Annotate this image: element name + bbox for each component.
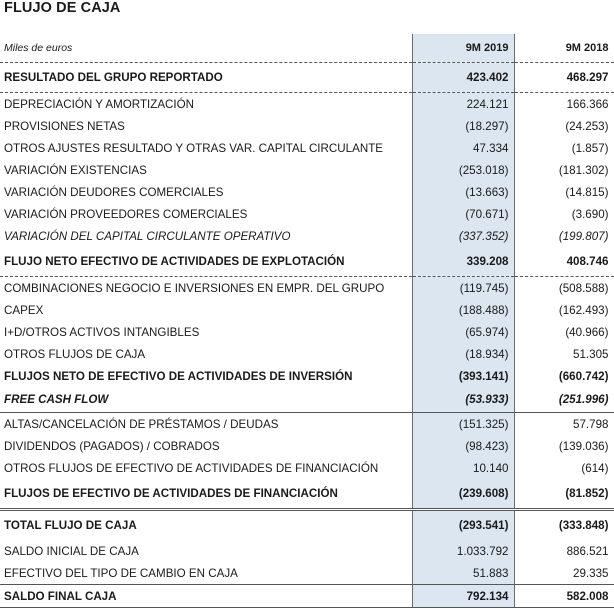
table-row (0, 181, 614, 203)
row-label: SALDO FINAL CAJA (0, 585, 412, 608)
row-label: FLUJOS NETO DE EFECTIVO DE ACTIVIDADES DE INVERSIÓN (4, 369, 353, 383)
row-label: CAPEX (4, 303, 44, 317)
value-2019: (18.934) (412, 343, 514, 365)
table-row (0, 435, 614, 457)
value-2019: (337.352) (412, 225, 514, 247)
value-2018: (14.815) (514, 181, 614, 203)
row-label: SALDO INICIAL DE CAJA (4, 544, 139, 558)
value-2019: 224.121 (412, 93, 514, 116)
value-2019: (70.671) (412, 203, 514, 225)
value-2019: (239.608) (412, 479, 514, 510)
table-row (0, 540, 614, 562)
value-2018: (40.966) (514, 321, 614, 343)
table-row (0, 479, 614, 510)
value-2018: 57.798 (514, 413, 614, 436)
row-label: OTROS FLUJOS DE CAJA (4, 347, 146, 361)
value-2019: 1.033.792 (412, 540, 514, 562)
value-2018: (660.742) (514, 365, 614, 387)
row-label: EFECTIVO DEL TIPO DE CAMBIO EN CAJA (4, 566, 238, 580)
row-label: OTROS AJUSTES RESULTADO Y OTRAS VAR. CAPITAL CIRCULANTE (4, 141, 384, 155)
table-row (0, 203, 614, 225)
row-label: FLUJOS DE EFECTIVO DE ACTIVIDADES DE FINANCIACIÓN (4, 487, 338, 500)
value-2018: (162.493) (514, 299, 614, 321)
value-2018: (614) (514, 457, 614, 479)
table-row (0, 585, 614, 608)
row-label: VARIACIÓN DEL CAPITAL CIRCULANTE OPERATIVO (4, 229, 291, 243)
value-2019: 10.140 (412, 457, 514, 479)
value-2019: 339.208 (412, 247, 514, 277)
column-header-9m-2019: 9M 2019 (412, 34, 514, 63)
value-2019: 51.883 (412, 562, 514, 585)
table-row (0, 115, 614, 137)
row-label: FLUJO NETO EFECTIVO DE ACTIVIDADES DE EXPLOTACIÓN (4, 255, 345, 268)
row-label: TOTAL FLUJO DE CAJA (0, 510, 412, 541)
table-row (0, 343, 614, 365)
table-row (0, 63, 614, 93)
table-row (0, 225, 614, 247)
value-2018: (81.852) (514, 479, 614, 510)
value-2018: 408.746 (514, 247, 614, 277)
value-2018: (251.996) (514, 387, 614, 413)
row-label: I+D/OTROS ACTIVOS INTANGIBLES (4, 325, 200, 339)
value-2019: 47.334 (412, 137, 514, 159)
value-2019: (53.933) (412, 387, 514, 413)
value-2019: (151.325) (412, 413, 514, 436)
value-2018: (333.848) (514, 510, 614, 541)
value-2018: (199.807) (514, 225, 614, 247)
value-2018: 166.366 (514, 93, 614, 116)
table-row (0, 457, 614, 479)
value-2018: (181.302) (514, 159, 614, 181)
value-2019: (98.423) (412, 435, 514, 457)
value-2018: 582.008 (514, 585, 614, 608)
value-2019: 792.134 (412, 585, 514, 608)
cash-flow-table (0, 34, 614, 608)
value-2019: (253.018) (412, 159, 514, 181)
value-2018: (508.588) (514, 277, 614, 300)
page-title: FLUJO DE CAJA (4, 0, 121, 16)
row-label: ALTAS/CANCELACIÓN DE PRÉSTAMOS / DEUDAS (0, 413, 412, 436)
table-row (0, 387, 614, 413)
value-2018: (24.253) (514, 115, 614, 137)
table-row (0, 510, 614, 541)
table-row (0, 413, 614, 436)
row-label: DIVIDENDOS (PAGADOS) / COBRADOS (4, 439, 220, 453)
unit-label: Miles de euros (0, 34, 412, 63)
row-label: DEPRECIACIÓN Y AMORTIZACIÓN (0, 93, 412, 116)
table-row (0, 159, 614, 181)
table-row (0, 562, 614, 585)
row-label: VARIACIÓN EXISTENCIAS (4, 163, 147, 177)
column-header-9m-2018: 9M 2018 (514, 34, 614, 63)
row-label: PROVISIONES NETAS (4, 119, 125, 133)
value-2019: (65.974) (412, 321, 514, 343)
table-row (0, 247, 614, 277)
value-2019: (18.297) (412, 115, 514, 137)
value-2019: (13.663) (412, 181, 514, 203)
row-label: VARIACIÓN PROVEEDORES COMERCIALES (4, 207, 248, 221)
row-label: FREE CASH FLOW (4, 393, 109, 406)
value-2018: 468.297 (514, 63, 614, 93)
value-2018: (139.036) (514, 435, 614, 457)
row-label: VARIACIÓN DEUDORES COMERCIALES (4, 185, 224, 199)
table-row (0, 93, 614, 116)
table-row (0, 365, 614, 387)
value-2019: (188.488) (412, 299, 514, 321)
value-2018: (3.690) (514, 203, 614, 225)
table-row (0, 299, 614, 321)
value-2019: (393.141) (412, 365, 514, 387)
row-label: COMBINACIONES NEGOCIO E INVERSIONES EN EMPR. DEL GRUPO (0, 277, 412, 300)
value-2019: (293.541) (412, 510, 514, 541)
value-2018: 51.305 (514, 343, 614, 365)
value-2019: (119.745) (412, 277, 514, 300)
value-2018: (1.857) (514, 137, 614, 159)
table-row (0, 321, 614, 343)
table-header-row (0, 34, 614, 63)
value-2019: 423.402 (412, 63, 514, 93)
row-label: OTROS FLUJOS DE EFECTIVO DE ACTIVIDADES DE FINANCIACIÓN (4, 461, 379, 475)
table-row (0, 277, 614, 300)
value-2018: 29.335 (514, 562, 614, 585)
table-row (0, 137, 614, 159)
row-label: RESULTADO DEL GRUPO REPORTADO (4, 71, 223, 84)
value-2018: 886.521 (514, 540, 614, 562)
